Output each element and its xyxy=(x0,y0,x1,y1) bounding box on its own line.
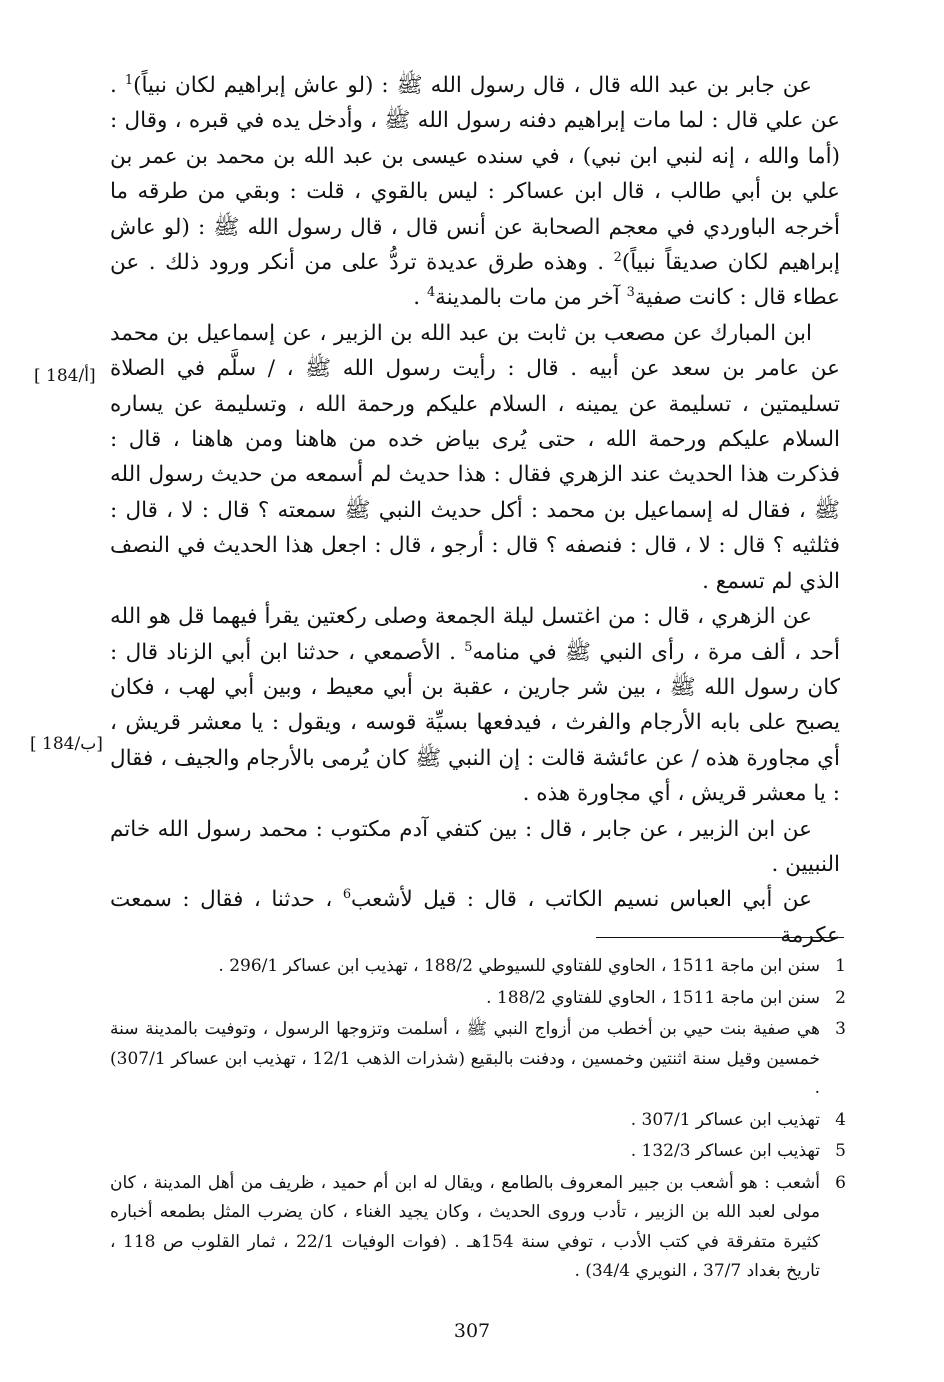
footnote-text: سنن ابن ماجة 1511 ، الحاوي للفتاوي للسيوطي 188/2 ، تهذيب ابن عساكر 296/1 . xyxy=(218,956,820,976)
text-run: ابن المبارك عن مصعب بن ثابت بن عبد الله بن الزبير ، عن إسماعيل بن محمد عن عامر بن سعد عن أبيه . قال : رأيت رسول الله ﷺ ، / سلَّم في الصلاة تسليمتين ، تسليمة عن يمينه ، السلام عليكم ورحمة الله ، وتسليمة عن يساره السلام عليكم ورحمة الله ، حتى يُرى بياض خده من هاهنا ومن هاهنا ، قال : فذكرت هذا الحديث عند الزهري فقال : هذا حديث لم أسمعه من حديث رسول الله ﷺ ، فقال له إسماعيل بن محمد : أكل حديث النبي ﷺ سمعته ؟ قال : لا ، قال : فثلثيه ؟ قال : لا ، قال : فنصفه ؟ قال : أرجو ، قال : اجعل هذا الحديث في النصف الذي لم تسمع . xyxy=(110,320,840,594)
text-run: . الأصمعي ، حدثنا ابن أبي الزناد قال : كان رسول الله ﷺ ، بين شر جارين ، عقبة بن أبي معيط ، وبين أبي لهب ، فكان يصبح على بابه الأرجام والفرث ، فيدفعها بسيِّة قوسه ، ويقول : يا معشر قريش ، أي مجاورة هذه / عن عائشة قالت : إن النبي ﷺ كان يُرمى بالأرجام والجيف ، فقال : يا معشر قريش ، أي مجاورة هذه . xyxy=(110,639,840,807)
footnote-text: هي صفية بنت حيي بن أخطب من أزواج النبي ﷺ ، أسلمت وتزوجها الرسول ، وتوفيت بالمدينة سنة خمسين وقيل سنة اثنتين وخمسين ، ودفنت بالبقيع (شذرات الذهب 12/1 ، تهذيب ابن عساكر 307/1) . xyxy=(110,1019,820,1098)
footnote-text: تهذيب ابن عساكر 307/1 . xyxy=(630,1109,820,1130)
footnote-marker[interactable]: 1 xyxy=(124,72,134,88)
paragraph xyxy=(110,316,840,599)
margin-folio-note-b: [ 184/ب] xyxy=(30,734,103,754)
footnote-number: 1 xyxy=(835,956,846,976)
main-text-block xyxy=(110,68,840,953)
text-run: . وهذه طرق عديدة تردُّ على من أنكر ورود ذلك . عن عطاء قال : كانت صفية xyxy=(110,250,840,311)
footnote xyxy=(110,1169,846,1287)
paragraph xyxy=(110,812,840,883)
footnote xyxy=(110,1137,846,1167)
footnote-marker[interactable]: 4 xyxy=(426,285,436,301)
footnote-number: 5 xyxy=(835,1141,846,1161)
footnote xyxy=(110,984,846,1014)
footnote-text: تهذيب ابن عساكر 132/3 . xyxy=(630,1141,820,1161)
footnote-number: 2 xyxy=(835,987,846,1008)
paragraph xyxy=(110,599,840,811)
text-run: . عن علي قال : لما مات إبراهيم دفنه رسول الله ﷺ ، وأدخل يده في قبره ، وقال : (أما والله ، إنه لنبي ابن نبي) ، في سنده عيسى بن عبد الله بن محمد بن عمر بن علي بن أبي طالب ، قال ابن عساكر : ليس بالقوي ، قلت : وبقي من طرقه ما أخرجه الباوردي في معجم الصحابة عن أنس قال ، قال رسول الله ﷺ : (لو عاش إبراهيم لكان صديقاً نبياً) xyxy=(110,73,840,276)
footnotes-block xyxy=(110,952,846,1289)
footnote-marker[interactable]: 5 xyxy=(464,639,473,655)
footnote-text: أشعب : هو أشعب بن جبير المعروف بالطامع ، ويقال له ابن أم حميد ، ظريف من أهل المدينة ، كان مولى لعبد الله بن الزبير ، تأدب وروى الحديث ، وكان يجيد الغناء ، كان يضرب المثل بطمعه أخباره كثيرة متفرقة في كتب الأدب ، توفي سنة 154هـ . (فوات الوفيات 22/1 ، ثمار القلوب ص 118 ، تاريخ بغداد 37/7 ، النويري 34/4) . xyxy=(110,1172,820,1281)
paragraph xyxy=(110,68,840,316)
footnote-separator xyxy=(596,937,844,938)
page-number: 307 xyxy=(453,1320,491,1342)
text-run: عن الزهري ، قال : من اغتسل ليلة الجمعة وصلى ركعتين يقرأ فيهما قل هو الله أحد ، ألف مرة ، رأى النبي ﷺ في منامه xyxy=(110,604,841,665)
footnote-marker[interactable]: 6 xyxy=(342,887,352,903)
text-run: . xyxy=(413,285,427,311)
footnote-marker[interactable]: 3 xyxy=(626,285,635,301)
footnote xyxy=(110,952,846,982)
text-run: ، حدثنا ، فقال : سمعت عكرمة xyxy=(110,887,840,948)
text-run: عن أبي العباس نسيم الكاتب ، قال : قيل لأشعب xyxy=(351,887,812,913)
text-run: عن جابر بن عبد الله قال ، قال رسول الله ﷺ : (لو عاش إبراهيم لكان نبياً) xyxy=(133,73,812,98)
footnote xyxy=(110,1106,846,1136)
margin-folio-note-a: [ 184/أ] xyxy=(34,366,96,386)
footnote-text: سنن ابن ماجة 1511 ، الحاوي للفتاوي 188/2 . xyxy=(486,987,820,1008)
text-run: عن ابن الزبير ، عن جابر ، قال : بين كتفي آدم مكتوب : محمد رسول الله خاتم النبيين . xyxy=(110,816,840,877)
footnote-number: 3 xyxy=(835,1019,846,1039)
footnote-number: 4 xyxy=(835,1109,846,1130)
paragraph xyxy=(110,882,840,953)
footnote xyxy=(110,1015,846,1104)
text-run: آخر من مات بالمدينة xyxy=(435,285,627,311)
footnote-number: 6 xyxy=(835,1172,846,1193)
footnote-marker[interactable]: 2 xyxy=(613,249,622,265)
